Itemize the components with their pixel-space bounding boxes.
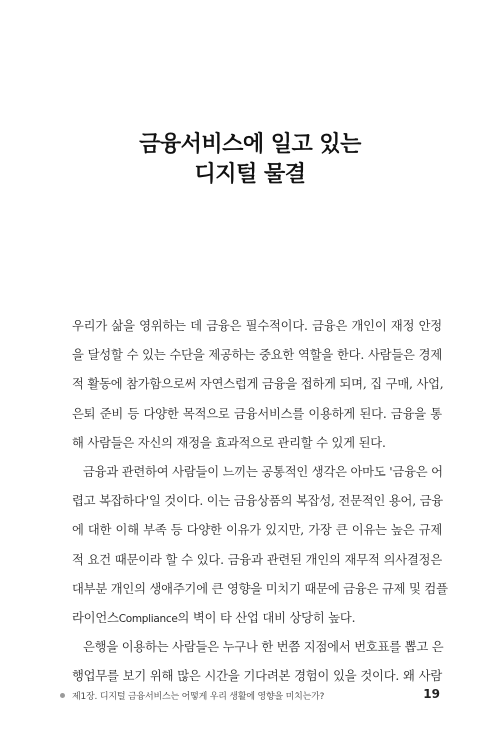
- text-fragment: 라이언스: [72, 610, 119, 625]
- dot-icon: [60, 693, 65, 698]
- text-line: [72, 604, 442, 633]
- body-text: [72, 312, 448, 691]
- text-line: 을 달성할 수 있는 수단을 제공하는 중요한 역할을 한다. 사람들은 경제: [72, 348, 442, 363]
- text-line: 대부분 개인의 생애주기에 큰 영향을 미치기 때문에 금융은 규제 및 컴플: [72, 581, 448, 596]
- chapter-title: [0, 130, 500, 190]
- text-fragment: 의 벽이 타 산업 대비 상당히 높다.: [177, 610, 356, 625]
- page-number: 19: [423, 687, 440, 701]
- chapter-title-line-2: 디지털 물결: [194, 162, 306, 187]
- text-line: 금융과 관련하여 사람들이 느끼는 공통적인 생각은 아마도 '금융은 어: [83, 464, 443, 479]
- text-line: 행업무를 보기 위해 많은 시간을 기다려본 경험이 있을 것이다. 왜 사람: [72, 669, 442, 684]
- chapter-title-line-1: 금융서비스에 일고 있는: [139, 132, 361, 157]
- text-line: 렵고 복잡하다'일 것이다. 이는 금융상품의 복잡성, 전문적인 용어, 금융: [72, 494, 443, 509]
- text-line: 은행을 이용하는 사람들은 누구나 한 번쯤 지점에서 번호표를 뽑고 은: [83, 640, 444, 655]
- text-line: 적 활동에 참가함으로써 자연스럽게 금융을 접하게 되며, 집 구매, 사업,: [72, 377, 444, 392]
- text-line: 적 요건 때문이라 할 수 있다. 금융과 관련된 개인의 재무적 의사결정은: [72, 552, 442, 567]
- text-line: 해 사람들은 자신의 재정을 효과적으로 관리할 수 있게 된다.: [72, 435, 386, 450]
- text-line: 은퇴 준비 등 다양한 목적으로 금융서비스를 이용하게 된다. 금융을 통: [72, 406, 442, 421]
- text-line: 우리가 삶을 영위하는 데 금융은 필수적이다. 금융은 개인이 재정 안정: [72, 319, 442, 333]
- running-head: 제1장. 디지털 금융서비스는 어떻게 우리 생활에 영향을 미치는가?: [72, 692, 325, 702]
- text-line: 에 대한 이해 부족 등 다양한 이유가 있지만, 가장 큰 이유는 높은 규제: [72, 523, 442, 538]
- english-term: Compliance: [118, 612, 178, 625]
- page-footer: [60, 687, 440, 707]
